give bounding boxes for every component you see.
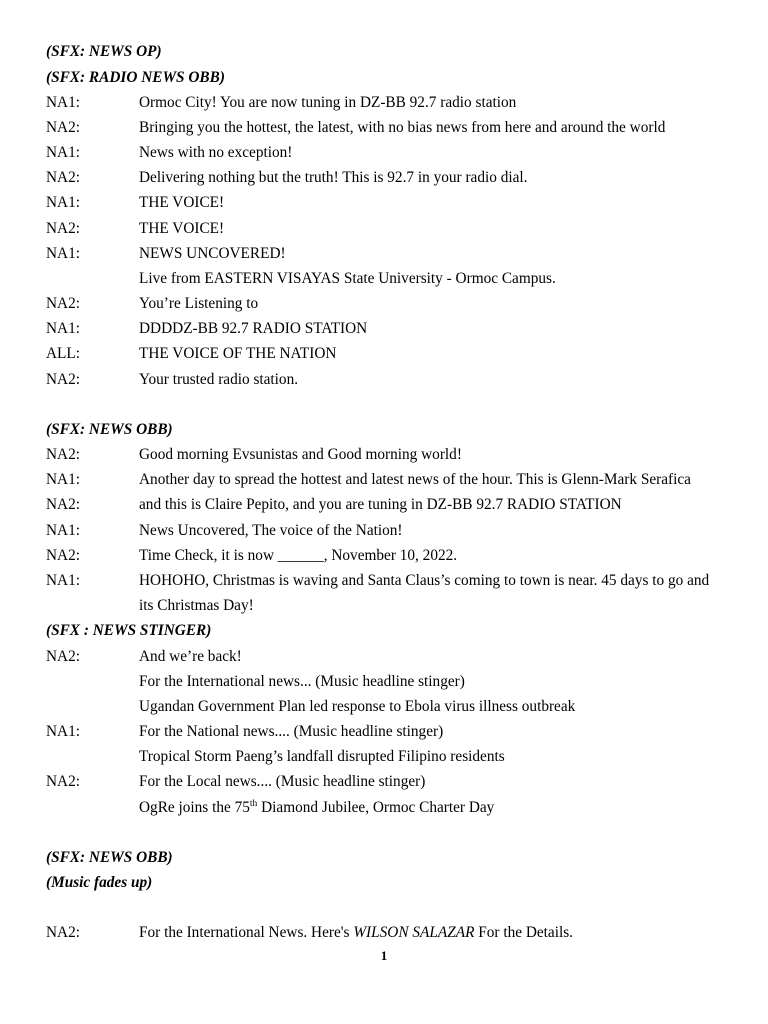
cue-text: (SFX: NEWS OP) (46, 43, 162, 61)
sfx-cue (46, 417, 746, 442)
speaker-label: NA1: (46, 572, 80, 589)
script-line-continuation (46, 694, 746, 719)
blank-line (46, 392, 746, 417)
line-text: Bringing you the hottest, the latest, with no bias news from here and around the world (139, 118, 666, 136)
speaker-label: NA1: (46, 723, 80, 741)
script-line (46, 442, 746, 467)
sfx-cue (46, 618, 746, 643)
line-text: You’re Listening to (139, 295, 259, 313)
line-text-after: Diamond Jubilee, Ormoc Charter Day (257, 798, 495, 816)
line-text: News Uncovered, The voice of the Nation! (139, 521, 403, 539)
cue-text: (SFX: NEWS OBB) (46, 420, 173, 438)
line-text: Another day to spread the hottest and latest news of the hour. This is Glenn-Mark Serafica (139, 471, 691, 489)
blank-line (46, 895, 746, 920)
cue-text: (Music fades up) (46, 874, 153, 892)
script-line (46, 518, 746, 543)
speaker-label: NA2: (46, 118, 80, 136)
line-text: THE VOICE! (139, 219, 225, 237)
speaker-label: NA1: (46, 244, 80, 262)
script-line (46, 90, 746, 115)
script-line (46, 241, 746, 266)
cue-text: (SFX : NEWS STINGER) (46, 622, 212, 640)
speaker-label: NA1: (46, 93, 80, 111)
line-text: its Christmas Day! (139, 597, 254, 615)
line-text-after: For the Details. (474, 924, 573, 942)
line-text: THE VOICE! (139, 194, 225, 212)
script-line-continuation (46, 744, 746, 769)
script-line (46, 492, 746, 517)
script-line (46, 115, 746, 140)
blank-line (46, 820, 746, 845)
speaker-label: NA1: (46, 144, 80, 162)
line-text: Live from EASTERN VISAYAS State University - Ormoc Campus. (139, 269, 556, 287)
line-text: Time Check, it is now ______, November 10, 2022. (139, 546, 458, 564)
speaker-label: ALL: (46, 345, 80, 363)
script-line (46, 316, 746, 341)
sfx-cue (46, 65, 746, 90)
script-line-continuation (46, 795, 746, 820)
line-text: NEWS UNCOVERED! (139, 244, 286, 262)
script-line (46, 719, 746, 744)
script-line (46, 644, 746, 669)
music-cue (46, 870, 746, 895)
script-line (46, 291, 746, 316)
speaker-label: NA2: (46, 446, 80, 464)
page-number: 1 (380, 948, 388, 963)
script-line (46, 165, 746, 190)
speaker-label: NA2: (46, 370, 80, 388)
line-text: Ormoc City! You are now tuning in DZ-BB 92.7 radio station (139, 93, 517, 111)
speaker-label: NA2: (46, 924, 80, 942)
script-line (46, 543, 746, 568)
speaker-label: NA2: (46, 169, 80, 187)
sfx-cue (46, 845, 746, 870)
line-text: For the Local news.... (Music headline stinger) (139, 773, 426, 791)
speaker-label: NA2: (46, 546, 80, 564)
line-text-before: For the International News. Here's (139, 924, 354, 942)
speaker-label: NA2: (46, 773, 80, 791)
script-line (46, 216, 746, 241)
script-line-continuation (46, 593, 746, 618)
line-text: For the National news.... (Music headline stinger) (139, 723, 444, 741)
cue-text: (SFX: NEWS OBB) (46, 848, 173, 866)
speaker-label: NA1: (46, 320, 80, 338)
line-text: For the International news... (Music headline stinger) (139, 672, 465, 690)
line-text: HOHOHO, Christmas is waving and Santa Claus’s coming to town is near. 45 days to go and (139, 572, 710, 589)
line-text: Good morning Evsunistas and Good morning world! (139, 446, 462, 464)
script-line-continuation (46, 669, 746, 694)
line-text: Ugandan Government Plan led response to Ebola virus illness outbreak (139, 697, 576, 715)
reporter-name: WILSON SALAZAR (353, 924, 475, 942)
line-text: Your trusted radio station. (139, 370, 299, 388)
line-text: News with no exception! (139, 144, 293, 162)
script-line (46, 190, 746, 215)
speaker-label: NA1: (46, 471, 80, 489)
cue-text: (SFX: RADIO NEWS OBB) (46, 68, 225, 86)
line-text: And we’re back! (139, 647, 242, 665)
script-line (46, 920, 746, 945)
script-line (46, 769, 746, 794)
script-line (46, 341, 746, 366)
line-text: DDDDZ-BB 92.7 RADIO STATION (139, 320, 368, 338)
line-text-before: OgRe joins the 75 (139, 798, 250, 816)
speaker-label: NA2: (46, 496, 80, 514)
script-line (46, 367, 746, 392)
speaker-label: NA2: (46, 647, 80, 665)
radio-script (46, 39, 746, 945)
line-text: Tropical Storm Paeng’s landfall disrupted Filipino residents (139, 748, 505, 766)
script-line (46, 140, 746, 165)
speaker-label: NA2: (46, 219, 80, 237)
ordinal-superscript: th (249, 798, 258, 809)
script-line-continuation (46, 266, 746, 291)
script-line (46, 467, 746, 492)
script-line (46, 568, 746, 593)
speaker-label: NA1: (46, 194, 80, 212)
speaker-label: NA1: (46, 521, 80, 539)
line-text: Delivering nothing but the truth! This is 92.7 in your radio dial. (139, 169, 528, 187)
sfx-cue (46, 39, 746, 64)
line-text: and this is Claire Pepito, and you are tuning in DZ-BB 92.7 RADIO STATION (139, 496, 622, 514)
speaker-label: NA2: (46, 295, 80, 313)
line-text: THE VOICE OF THE NATION (139, 345, 337, 363)
